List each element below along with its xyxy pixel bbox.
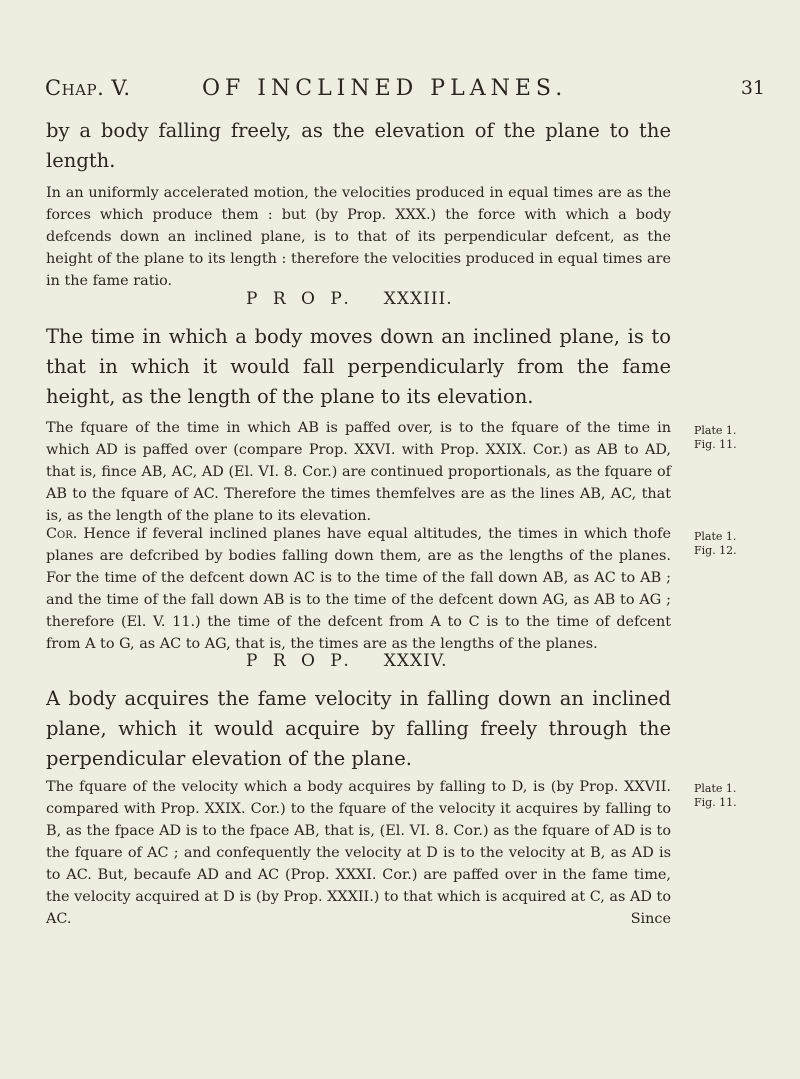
running-header (45, 76, 765, 106)
continued-proposition-statement: by a body falling freely, as the elevation of the plane to the length. (46, 119, 671, 172)
fig-ref: Fig. 12. (694, 544, 737, 557)
margin-note-plate (694, 782, 774, 810)
proposition-statement-33: The time in which a body moves down an inclined plane, is to that in which it would fall perpendicularly from the fame height, as the length of the plane to its elevation. (46, 325, 671, 408)
paragraph-demonstration-33: The fquare of the time in which AB is paffed over, is to the fquare of the time in which AD is paffed over (compare Prop. XXVI. with Prop. XXIX. Cor.) as AB to AD, that is, fince AB, AC, AD (El. VI. 8. Cor.) are continued proportionals, as the fquare of AB to the fquare of AC. Therefore the times themfelves are as the lines AB, AC, that is, as the length of the plane to its elevation. (46, 420, 671, 524)
fig-ref: Fig. 11. (694, 796, 737, 809)
prop-label: P R O P. (246, 651, 354, 671)
fig-ref: Fig. 11. (694, 438, 737, 451)
paragraph-demonstration-34: The fquare of the velocity which a body acquires by falling to D, is (by Prop. XXVII. compared with Prop. XXIX. Cor.) to the fquare of the velocity it acquires by falling to B, as the fpace AD is to the fpace AB, that is, (El. VI. 8. Cor.) as the fquare of AD is to the fquare of AC ; and confequently the velocity at D is to the velocity at B, as AD is to AC. But, becaufe AD and AC (Prop. XXXI. Cor.) are paffed over in the fame time, the velocity acquired at D is (by Prop. XXXII.) to that which is acquired at C, as AD to AC. (46, 779, 671, 927)
plate-ref: Plate 1. (694, 424, 737, 437)
chapter-label: Chap. V. (45, 76, 131, 100)
corollary-label: Cor. (46, 526, 78, 542)
proposition-statement-34: A body acquires the fame velocity in falling down an inclined plane, which it would acquire by falling freely through the perpendicular elevation of the plane. (46, 687, 671, 770)
paragraph-corollary-33 (46, 523, 671, 655)
paragraph-demonstration-32: In an uniformly accelerated motion, the velocities produced in equal times are as the forces which produce them : but (by Prop. XXX.) the force with which a body defcends down an inclined plane, is to that of its perpendicular defcent, as the height of the plane to its length : therefore the velocities produced in equal times are in the fame ratio. (46, 185, 671, 289)
proposition-heading-34 (246, 651, 448, 671)
page-number: 31 (740, 77, 765, 99)
prop-label: P R O P. (246, 289, 354, 309)
corollary-text: Hence if feveral inclined planes have equal altitudes, the times in which thofe planes are defcribed by bodies falling down them, are as the lengths of the planes. For the time of the defcent down AC is to the time of the fall down AB, as AC to AB ; and the time of the fall down AB is to the time of the defcent down AG, as AB to AG ; therefore (El. V. 11.) the time of the defcent from A to C is to the time of defcent from A to G, as AC to AG, that is, the times are as the lengths of the planes. (46, 526, 671, 652)
margin-note-plate (694, 424, 774, 452)
prop-number: XXXIII. (383, 289, 453, 309)
proposition-heading-33 (246, 289, 453, 309)
margin-note-plate (694, 530, 774, 558)
plate-ref: Plate 1. (694, 782, 737, 795)
prop-number: XXXIV. (383, 651, 448, 671)
running-title: OF INCLINED PLANES. (202, 76, 568, 101)
plate-ref: Plate 1. (694, 530, 737, 543)
catchword: Since (630, 911, 671, 927)
